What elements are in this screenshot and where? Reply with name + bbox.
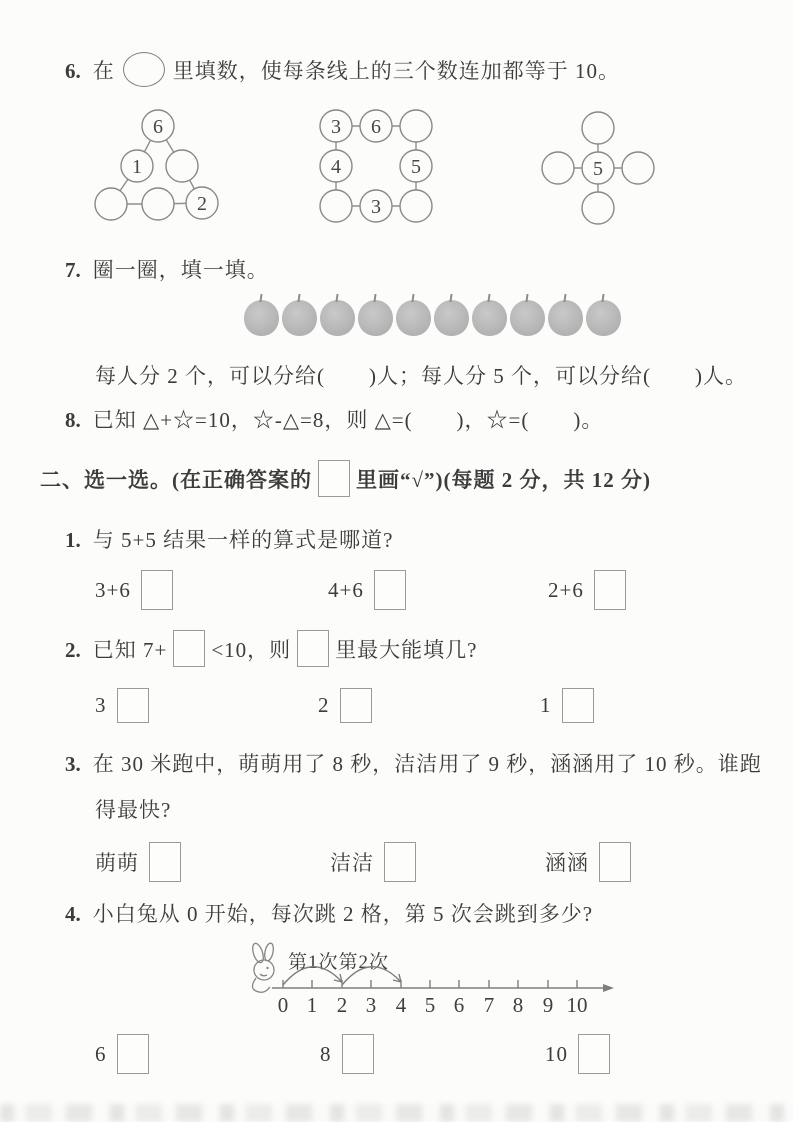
choice-1-option-c	[548, 570, 626, 610]
question-8-text: 已知 △+☆=10，☆-△=8，则 △=( )，☆=( )。	[92, 408, 604, 432]
fruit-row	[244, 294, 621, 336]
choice-3-option-a	[95, 842, 181, 882]
question-8-number: 8.	[65, 408, 81, 432]
option-label: 4+6	[328, 577, 364, 602]
choice-4-number: 4.	[65, 902, 81, 926]
number-circle-blank[interactable]	[582, 112, 614, 144]
option-checkbox[interactable]	[594, 570, 626, 610]
tick-label: 6	[453, 993, 465, 1017]
tick-label: 7	[483, 993, 495, 1017]
question-7-number: 7.	[65, 258, 81, 282]
number-circle-blank[interactable]	[542, 152, 574, 184]
blank-circle-icon	[123, 52, 165, 87]
choice-1-number: 1.	[65, 528, 81, 552]
option-label: 6	[95, 1041, 107, 1066]
tick-label: 1	[306, 993, 318, 1017]
question-8	[65, 404, 603, 434]
square-value: 3	[371, 196, 381, 218]
choice-3-option-c	[545, 842, 631, 882]
question-6-text-pre: 在	[92, 59, 115, 83]
fruit-icon	[282, 300, 317, 336]
square-value: 3	[331, 116, 341, 138]
choice-2-number: 2.	[65, 638, 81, 662]
choice-4-option-c	[545, 1034, 610, 1074]
question-6-text-post: 里填数，使每条线上的三个数连加都等于 10。	[172, 59, 620, 83]
option-label: 10	[545, 1041, 568, 1066]
option-label: 2+6	[548, 577, 584, 602]
option-checkbox[interactable]	[599, 842, 631, 882]
option-checkbox[interactable]	[117, 688, 149, 723]
option-label: 3+6	[95, 577, 131, 602]
number-circle-blank[interactable]	[95, 188, 127, 220]
square-value: 4	[331, 156, 341, 178]
question-7	[65, 254, 269, 284]
jump-label: 第1次第2次	[288, 952, 390, 973]
question-7-fill-line: 每人分 2 个，可以分给( )人；每人分 5 个，可以分给( )人。	[95, 364, 747, 388]
number-circle-blank[interactable]	[400, 190, 432, 222]
choice-question-3	[65, 748, 762, 778]
choice-1-option-b	[328, 570, 406, 610]
section-2-header	[40, 460, 651, 497]
option-checkbox[interactable]	[384, 842, 416, 882]
option-checkbox[interactable]	[374, 570, 406, 610]
fruit-icon	[396, 300, 431, 336]
section-2-label-post: 里画“√”)(每题 2 分，共 12 分)	[356, 468, 652, 492]
option-label: 涵涵	[545, 851, 589, 875]
option-checkbox[interactable]	[340, 688, 372, 723]
square-value: 5	[411, 156, 421, 178]
choice-1-text: 与 5+5 结果一样的算式是哪道?	[92, 528, 394, 552]
choice-question-2	[65, 630, 478, 667]
option-checkbox[interactable]	[149, 842, 181, 882]
option-checkbox[interactable]	[562, 688, 594, 723]
option-label: 8	[320, 1041, 332, 1066]
cross-number-diagram	[536, 106, 661, 231]
fruit-icon	[472, 300, 507, 336]
option-label: 2	[318, 693, 330, 717]
tick-label: 4	[395, 993, 407, 1017]
fruit-icon	[358, 300, 393, 336]
fruit-icon	[320, 300, 355, 336]
choice-question-1	[65, 524, 393, 554]
numberline-diagram	[230, 938, 650, 1034]
choice-4-option-a	[95, 1034, 149, 1074]
choice-2-option-b	[318, 688, 372, 723]
triangle-value: 1	[132, 156, 142, 178]
number-circle-blank[interactable]	[622, 152, 654, 184]
option-checkbox[interactable]	[578, 1034, 610, 1074]
fruit-icon	[244, 300, 279, 336]
fruit-icon	[586, 300, 621, 336]
fruit-icon	[510, 300, 545, 336]
example-checkbox-icon	[318, 460, 350, 497]
tick-label: 8	[512, 993, 524, 1017]
choice-4-text: 小白兔从 0 开始，每次跳 2 格，第 5 次会跳到多少?	[92, 902, 594, 926]
choice-2-option-c	[540, 688, 594, 723]
triangle-value: 2	[197, 193, 207, 215]
blank-box-icon	[173, 630, 205, 667]
triangle-value: 6	[153, 116, 163, 138]
choice-3-text-line2: 得最快?	[95, 798, 172, 822]
option-label: 3	[95, 693, 107, 717]
square-value: 6	[371, 116, 381, 138]
axis	[272, 980, 606, 988]
choice-1-option-a	[95, 570, 173, 610]
tick-label: 2	[336, 993, 348, 1017]
tick-label: 3	[365, 993, 377, 1017]
number-circle-blank[interactable]	[166, 150, 198, 182]
choice-3-number: 3.	[65, 752, 81, 776]
page-bleed-artifact	[0, 1104, 793, 1122]
fruit-icon	[434, 300, 469, 336]
option-checkbox[interactable]	[141, 570, 173, 610]
option-label: 1	[540, 693, 552, 717]
axis-arrowhead	[603, 984, 614, 992]
square-number-diagram	[316, 106, 436, 226]
tick-label: 10	[566, 993, 588, 1017]
number-circle-blank[interactable]	[320, 190, 352, 222]
choice-2-text-p1: 已知 7+	[92, 638, 168, 662]
question-6	[65, 52, 620, 87]
tick-label: 5	[424, 993, 436, 1017]
option-label: 洁洁	[330, 851, 374, 875]
axis-tick-labels	[278, 993, 588, 1017]
choice-3-text-line1: 在 30 米跑中，萌萌用了 8 秒，洁洁用了 9 秒，涵涵用了 10 秒。谁跑	[92, 752, 762, 776]
cross-value: 5	[593, 158, 603, 180]
choice-2-text-p3: 里最大能填几?	[335, 638, 478, 662]
number-circle-blank[interactable]	[400, 110, 432, 142]
fruit-icon	[548, 300, 583, 336]
question-6-number: 6.	[65, 59, 81, 83]
choice-4-option-b	[320, 1034, 374, 1074]
section-2-label-pre: 二、选一选。(在正确答案的	[40, 468, 312, 492]
triangle-number-diagram	[92, 104, 262, 239]
number-circle-blank[interactable]	[142, 188, 174, 220]
option-checkbox[interactable]	[117, 1034, 149, 1074]
option-label: 萌萌	[95, 851, 139, 875]
question-7-title: 圈一圈，填一填。	[92, 258, 269, 282]
tick-label: 9	[542, 993, 554, 1017]
choice-3-option-b	[330, 842, 416, 882]
number-circle-blank[interactable]	[582, 192, 614, 224]
choice-2-text-p2: <10，则	[211, 638, 292, 662]
choice-2-option-a	[95, 688, 149, 723]
choice-question-4	[65, 898, 593, 928]
rabbit-icon	[251, 942, 275, 992]
blank-box-icon	[297, 630, 329, 667]
tick-label: 0	[277, 993, 289, 1017]
option-checkbox[interactable]	[342, 1034, 374, 1074]
